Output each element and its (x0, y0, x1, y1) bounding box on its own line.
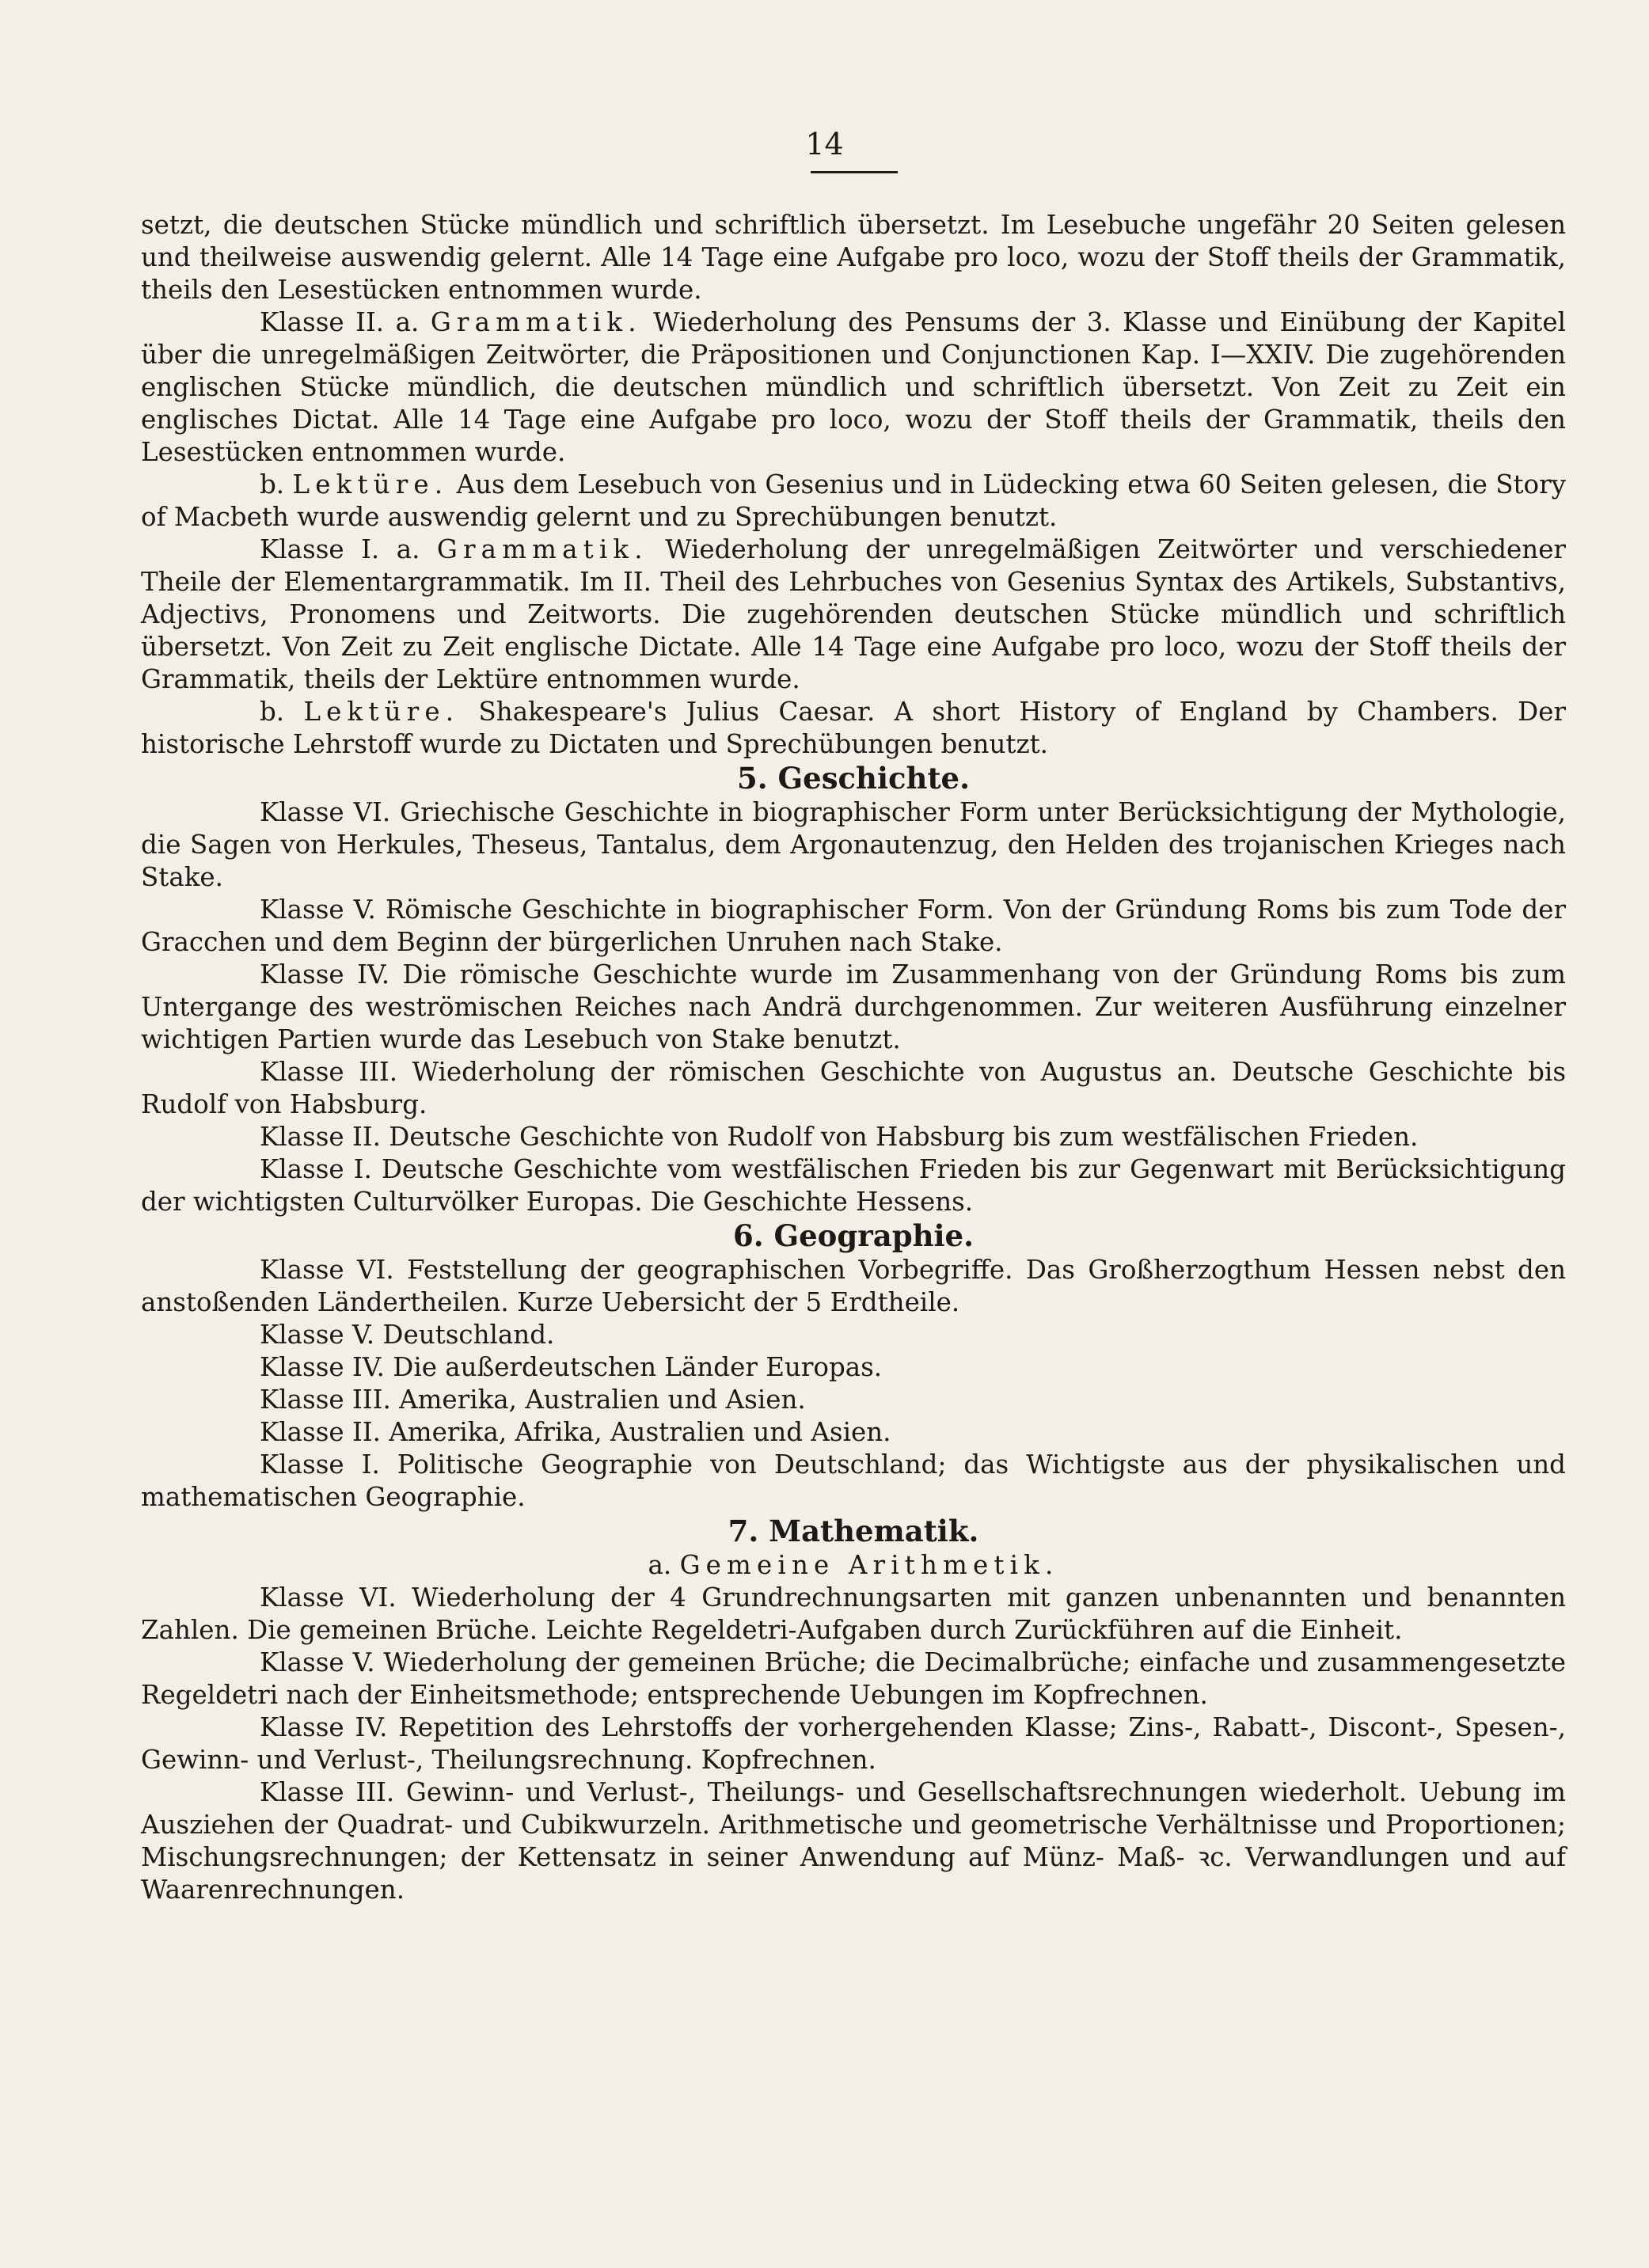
paragraph (141, 1384, 1566, 1416)
paragraph (141, 1121, 1566, 1153)
paragraph (141, 1319, 1566, 1351)
paragraph-text: Klasse VI. Griechische Geschichte in biographischer Form unter Berücksichtigung der Mythologie, die Sagen von Herkules, Theseus, Tantalus, dem Argonautenzug, den Helden des trojanischen Krieges nach Stake. (141, 797, 1566, 892)
paragraph (141, 1153, 1566, 1218)
paragraph-text: Klasse II. Amerika, Afrika, Australien und Asien. (260, 1417, 891, 1447)
topic-label: Lektüre. (303, 697, 460, 727)
section-heading: 7. Mathematik. (728, 1514, 979, 1548)
class-label: b. (260, 469, 285, 500)
topic-label: Lektüre. (292, 469, 449, 500)
paragraph-text: Klasse VI. Feststellung der geographischen Vorbegriffe. Das Großherzogthum Hessen nebst den anstoßenden Ländertheilen. Kurze Uebersicht der 5 Erdtheile. (141, 1255, 1566, 1317)
section-heading: 5. Geschichte. (737, 761, 970, 796)
paragraph-text: Klasse IV. Die römische Geschichte wurde im Zusammenhang von der Gründung Roms bis zum Untergange des weströmischen Reiches nach Andrä durchgenommen. Zur weiteren Ausführung einzelner wichtigen Partien wurde das Lesebuch von Stake benutzt. (141, 959, 1566, 1054)
paragraph (141, 894, 1566, 959)
paragraph (141, 306, 1566, 469)
paragraph-text: Klasse VI. Wiederholung der 4 Grundrechnungsarten mit ganzen unbenannten und benannten Zahlen. Die gemeinen Brüche. Leichte Regeldetri-Aufgaben durch Zurückführen auf die Einheit. (141, 1582, 1566, 1645)
class-label: Klasse II. a. (260, 307, 420, 337)
paragraph-text: Wiederholung des Pensums der 3. Klasse und Einübung der Kapitel über die unregelmäßigen Zeitwörter, die Präpositionen und Conjunctionen Kap. I—XXIV. Die zugehörenden englischen Stücke mündlich, die deutschen mündlich und schriftlich übersetzt. Von Zeit zu Zeit ein englisches Dictat. Alle 14 Tage eine Aufgabe pro loco, wozu der Stoff theils der Grammatik, theils den Lesestücken entnommen wurde. (141, 307, 1566, 467)
section-heading: 6. Geographie. (733, 1218, 974, 1253)
paragraph-text: Klasse III. Gewinn- und Verlust-, Theilungs- und Gesellschaftsrechnungen wiederholt. Uebung im Ausziehen der Quadrat- und Cubikwurzeln. Arithmetische und geometrische Verhältnisse und Proportionen; Mischungsrechnungen; der Kettensatz in seiner Anwendung auf Münz- Maß- ꝛc. Verwandlungen und auf Waarenrechnungen. (141, 1777, 1566, 1905)
paragraph-text: Klasse IV. Die außerdeutschen Länder Europas. (260, 1352, 883, 1382)
subsection-title: Gemeine Arithmetik. (679, 1550, 1059, 1580)
paragraph-text: Klasse I. Politische Geographie von Deutschland; das Wichtigste aus der physikalischen und mathematischen Geographie. (141, 1449, 1566, 1512)
paragraph (141, 209, 1566, 306)
paragraph (141, 1776, 1566, 1906)
body-text (141, 209, 1566, 1906)
paragraph (141, 696, 1566, 761)
paragraph (141, 1056, 1566, 1121)
paragraph-text: Shakespeare's Julius Caesar. A short History of England by Chambers. Der historische Lehrstoff wurde zu Dictaten und Sprechübungen benutzt. (141, 697, 1566, 759)
paragraph-text: setzt, die deutschen Stücke mündlich und schriftlich übersetzt. Im Lesebuche ungefähr 20 Seiten gelesen und theilweise auswendig gelernt. Alle 14 Tage eine Aufgabe pro loco, wozu der Stoff theils der Grammatik, theils den Lesestücken entnommen wurde. (141, 210, 1566, 305)
paragraph (141, 1647, 1566, 1711)
paragraph (141, 796, 1566, 894)
paragraph-text: Klasse V. Wiederholung der gemeinen Brüche; die Decimalbrüche; einfache und zusammengesetzte Regeldetri nach der Einheitsmethode; entsprechende Uebungen im Kopfrechnen. (141, 1647, 1566, 1710)
paragraph (141, 959, 1566, 1056)
paragraph-text: Klasse III. Amerika, Australien und Asien. (260, 1385, 806, 1415)
paragraph-text: Klasse V. Deutschland. (260, 1320, 555, 1350)
subsection-heading (141, 1549, 1566, 1582)
paragraph (141, 1416, 1566, 1449)
paragraph (141, 1254, 1566, 1319)
topic-label: Grammatik. (430, 307, 642, 337)
paragraph-text: Klasse I. Deutsche Geschichte vom westfälischen Frieden bis zur Gegenwart mit Berücksichtigung der wichtigsten Culturvölker Europas. Die Geschichte Hessens. (141, 1154, 1566, 1217)
paragraph-text: Klasse II. Deutsche Geschichte von Rudolf von Habsburg bis zum westfälischen Frieden. (260, 1122, 1419, 1152)
paragraph (141, 1711, 1566, 1776)
class-label: Klasse I. a. (260, 534, 420, 564)
paragraph (141, 1449, 1566, 1514)
subsection-letter: a. (648, 1550, 672, 1580)
paragraph-text: Wiederholung der unregelmäßigen Zeitwörter und verschiedener Theile der Elementargrammatik. Im II. Theil des Lehrbuches von Gesenius Syntax des Artikels, Substantivs, Adjectivs, Pronomens und Zeitworts. Die zugehörenden deutschen Stücke mündlich und schriftlich übersetzt. Von Zeit zu Zeit englische Dictate. Alle 14 Tage eine Aufgabe pro loco, wozu der Stoff theils der Grammatik, theils der Lektüre entnommen wurde. (141, 534, 1566, 694)
paragraph-text: Klasse IV. Repetition des Lehrstoffs der vorhergehenden Klasse; Zins-, Rabatt-, Discont-, Spesen-, Gewinn- und Verlust-, Theilungsrechnung. Kopfrechnen. (141, 1712, 1566, 1775)
paragraph (141, 469, 1566, 534)
paragraph-text: Aus dem Lesebuch von Gesenius und in Lüdecking etwa 60 Seiten gelesen, die Story of Macbeth wurde auswendig gelernt und zu Sprechübungen benutzt. (141, 469, 1566, 532)
topic-label: Grammatik. (436, 534, 648, 564)
paragraph (141, 1582, 1566, 1647)
paragraph (141, 1351, 1566, 1384)
class-label: b. (260, 697, 285, 727)
page-number: 14 (805, 127, 844, 161)
paragraph (141, 534, 1566, 696)
paragraph-text: Klasse V. Römische Geschichte in biographischer Form. Von der Gründung Roms bis zum Tode der Gracchen und dem Beginn der bürgerlichen Unruhen nach Stake. (141, 895, 1566, 957)
page-number-rule (811, 171, 898, 173)
paragraph-text: Klasse III. Wiederholung der römischen Geschichte von Augustus an. Deutsche Geschichte bis Rudolf von Habsburg. (141, 1057, 1566, 1119)
